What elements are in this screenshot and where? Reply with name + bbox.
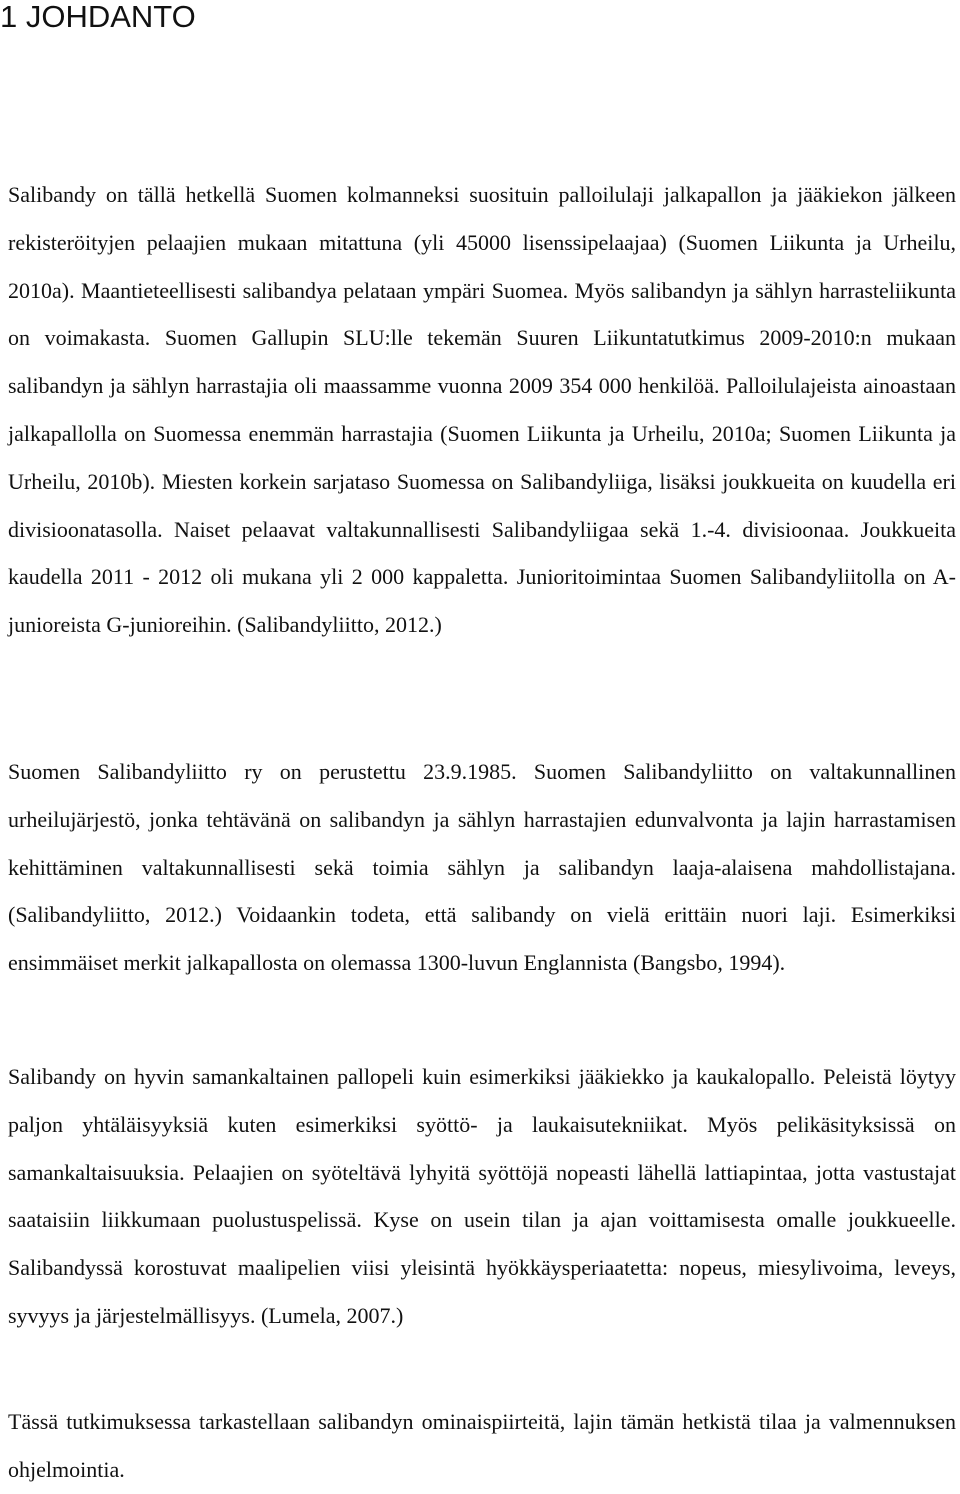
paragraph-comparison: Salibandy on hyvin samankaltainen pallopeli kuin esimerkiksi jääkiekko ja kaukalopallo. Peleistä löytyy paljon yhtäläisyyksiä kuten esimerkiksi syöttö- ja laukaisutekniikat. Myös pelikäsityksissä on samankaltaisuuksia. Pelaajien on syöteltävä lyhyitä syöttöjä nopeasti lähellä lattiapintaa, jotta vastustajat saataisiin liikkumaan puolustuspelissä. Kyse on usein tilan ja ajan voittamisesta omalle joukkueelle. Salibandyssä korostuvat maalipelien viisi yleisintä hyökkäysperiaatetta: nopeus, miesylivoima, leveys, syvyys ja järjestelmällisyys. (Lumela, 2007.) [8, 1064, 956, 1328]
paragraph-study-scope: Tässä tutkimuksessa tarkastellaan salibandyn ominaispiirteitä, lajin tämän hetkistä tilaa ja valmennuksen ohjelmointia. [8, 1409, 956, 1482]
paragraph-association: Suomen Salibandyliitto ry on perustettu 23.9.1985. Suomen Salibandyliitto on valtakunnallinen urheilujärjestö, jonka tehtävänä on salibandyn ja sählyn harrastajien edunvalvonta ja lajin harrastamisen kehittäminen valtakunnallisesti sekä toimia sählyn ja salibandyn laaja-alaisena mahdollistajana. (Salibandyliitto, 2012.) Voidaankin todeta, että salibandy on vielä erittäin nuori laji. Esimerkiksi ensimmäiset merkit jalkapallosta on olemassa 1300-luvun Englannista (Bangsbo, 1994). [8, 759, 956, 976]
paragraph-intro: Salibandy on tällä hetkellä Suomen kolmanneksi suosituin palloilulaji jalkapallon ja jääkiekon jälkeen rekisteröityjen pelaajien mukaan mitattuna (yli 45000 lisenssipelaajaa) (Suomen Liikunta ja Urheilu, 2010a). Maantieteellisesti salibandya pelataan ympäri Suomea. Myös salibandyn ja sählyn harrasteliikunta on voimakasta. Suomen Gallupin SLU:lle tekemän Suuren Liikuntatutkimus 2009-2010:n mukaan salibandyn ja sählyn harrastajia oli maassamme vuonna 2009 354 000 henkilöä. Palloilulajeista ainoastaan jalkapallolla on Suomessa enemmän harrastajia (Suomen Liikunta ja Urheilu, 2010a; Suomen Liikunta ja Urheilu, 2010b). Miesten korkein sarjataso Suomessa on Salibandyliiga, lisäksi joukkueita on kuudella eri divisioonatasolla. Naiset pelaavat valtakunnallisesti Salibandyliigaa sekä 1.-4. divisioonaa. Joukkueita kaudella 2011 - 2012 oli mukana yli 2 000 kappaletta. Junioritoimintaa Suomen Salibandyliitolla on A-junioreista G-junioreihin. (Salibandyliitto, 2012.) [8, 182, 956, 638]
chapter-heading: 1 JOHDANTO [0, 0, 196, 34]
